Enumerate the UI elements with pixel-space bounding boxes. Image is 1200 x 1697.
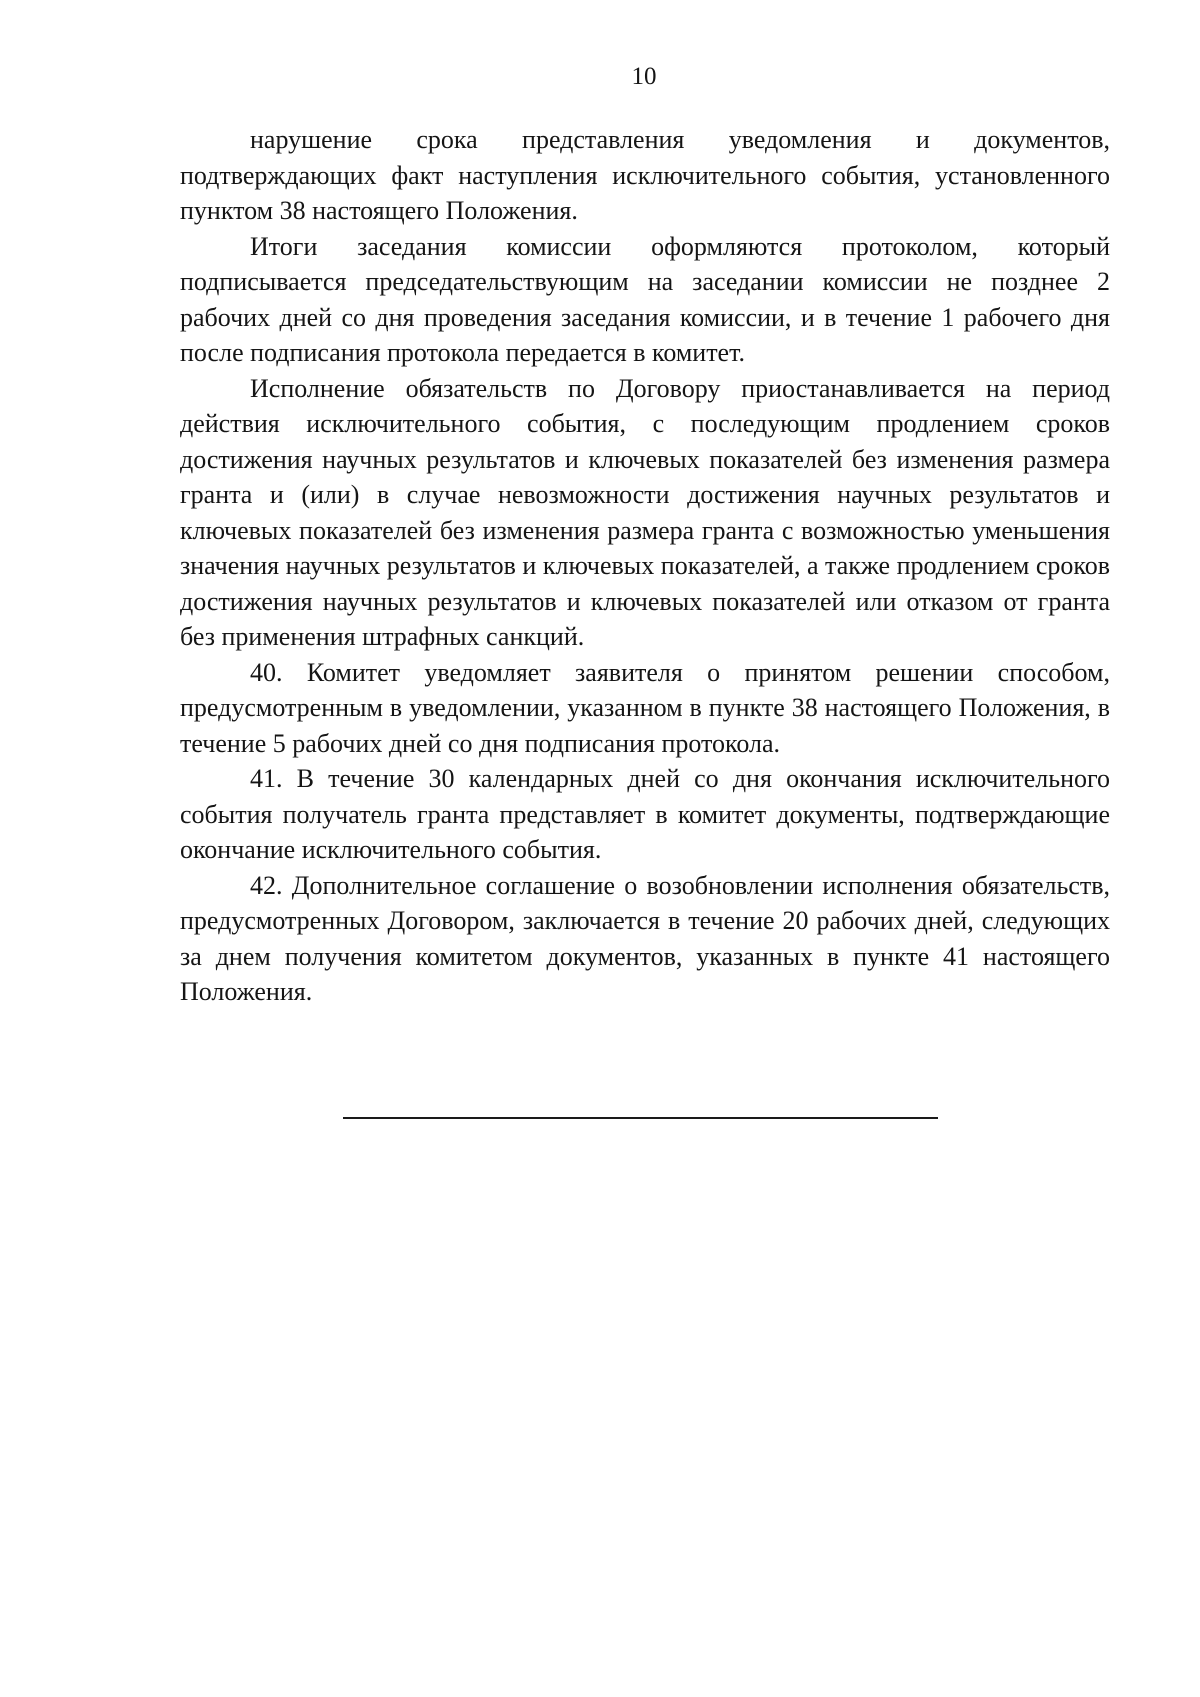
paragraph-item-40: 40. Комитет уведомляет заявителя о принятом решении способом, предусмотренным в уведомлении, указанном в пункте 38 настоящего Положения, в течение 5 рабочих дней со дня подписания протокола. bbox=[180, 657, 1110, 758]
page-number: 10 bbox=[631, 63, 657, 90]
paragraph-item-41: 41. В течение 30 календарных дней со дня окончания исключительного события получатель гранта представляет в комитет документы, подтверждающие окончание исключительного события. bbox=[180, 764, 1110, 864]
document-body bbox=[180, 122, 1110, 1010]
paragraph-obligations-suspension: Исполнение обязательств по Договору приостанавливается на период действия исключительного события, с последующим продлением сроков достижения научных результатов и ключевых показателей без изменения размера гранта и (или) в случае невозможности достижения научных результатов и ключевых показателей без изменения размера гранта с возможностью уменьшения значения научных результатов и ключевых показателей, а также продлением сроков достижения научных результатов и ключевых показателей или отказом от гранта без применения штрафных санкций. bbox=[180, 373, 1110, 651]
closing-horizontal-rule bbox=[343, 1117, 938, 1119]
paragraph-item-42: 42. Дополнительное соглашение о возобновлении исполнения обязательств, предусмотренных Договором, заключается в течение 20 рабочих дней, следующих за днем получения комитетом документов, указанных в пункте 41 настоящего Положения. bbox=[180, 870, 1110, 1006]
paragraph-reporting-deadline-violation: нарушение срока представления уведомления и документов, подтверждающих факт наступления исключительного события, установленного пунктом 38 настоящего Положения. bbox=[180, 125, 1110, 225]
paragraph-commission-results: Итоги заседания комиссии оформляются протоколом, который подписывается председательствующим на заседании комиссии не позднее 2 рабочих дней со дня проведения заседания комиссии, и в течение 1 рабочего дня после подписания протокола передается в комитет. bbox=[180, 231, 1110, 367]
